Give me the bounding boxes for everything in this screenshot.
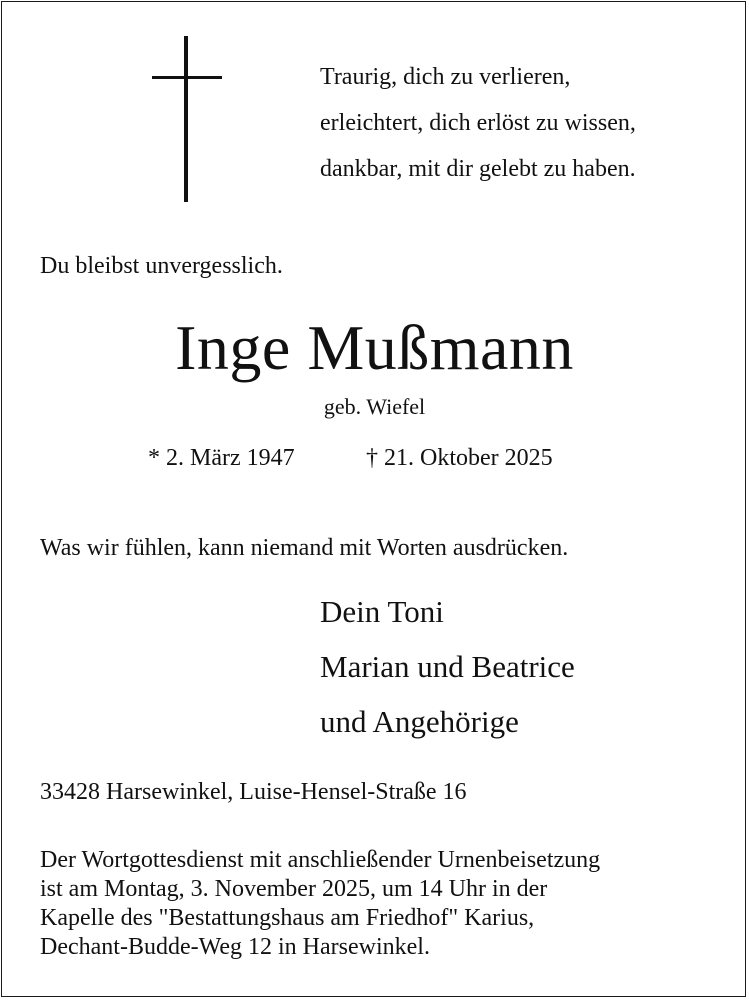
mourner-line: und Angehörige [320,704,519,739]
verse [320,54,636,192]
birth-date: * 2. März 1947 [148,445,295,471]
service-line: Der Wortgottesdienst mit anschließender Urnenbeisetzung [40,847,601,873]
verse-line: dankbar, mit dir gelebt zu haben. [320,156,636,182]
service-line: Dechant-Budde-Weg 12 in Harsewinkel. [40,934,430,960]
quote: Was wir fühlen, kann niemand mit Worten ausdrücken. [40,535,569,561]
mourner-line: Dein Toni [320,594,444,629]
birth-name: geb. Wiefel [323,394,426,419]
mourner-line: Marian und Beatrice [320,649,575,684]
address: 33428 Harsewinkel, Luise-Hensel-Straße 16 [40,779,467,805]
motto: Du bleibst unvergesslich. [40,253,283,279]
service-info [40,846,600,962]
verse-line: erleichtert, dich erlöst zu wissen, [320,110,636,136]
cross-icon [184,36,188,202]
cross-icon-bar [152,76,222,79]
service-line: Kapelle des "Bestattungshaus am Friedhof" Karius, [40,905,535,931]
death-date: † 21. Oktober 2025 [366,445,553,471]
mourners [320,584,575,749]
verse-line: Traurig, dich zu verlieren, [320,64,571,90]
service-line: ist am Montag, 3. November 2025, um 14 Uhr in der [40,876,548,902]
deceased-name: Inge Mußmann [175,312,574,383]
